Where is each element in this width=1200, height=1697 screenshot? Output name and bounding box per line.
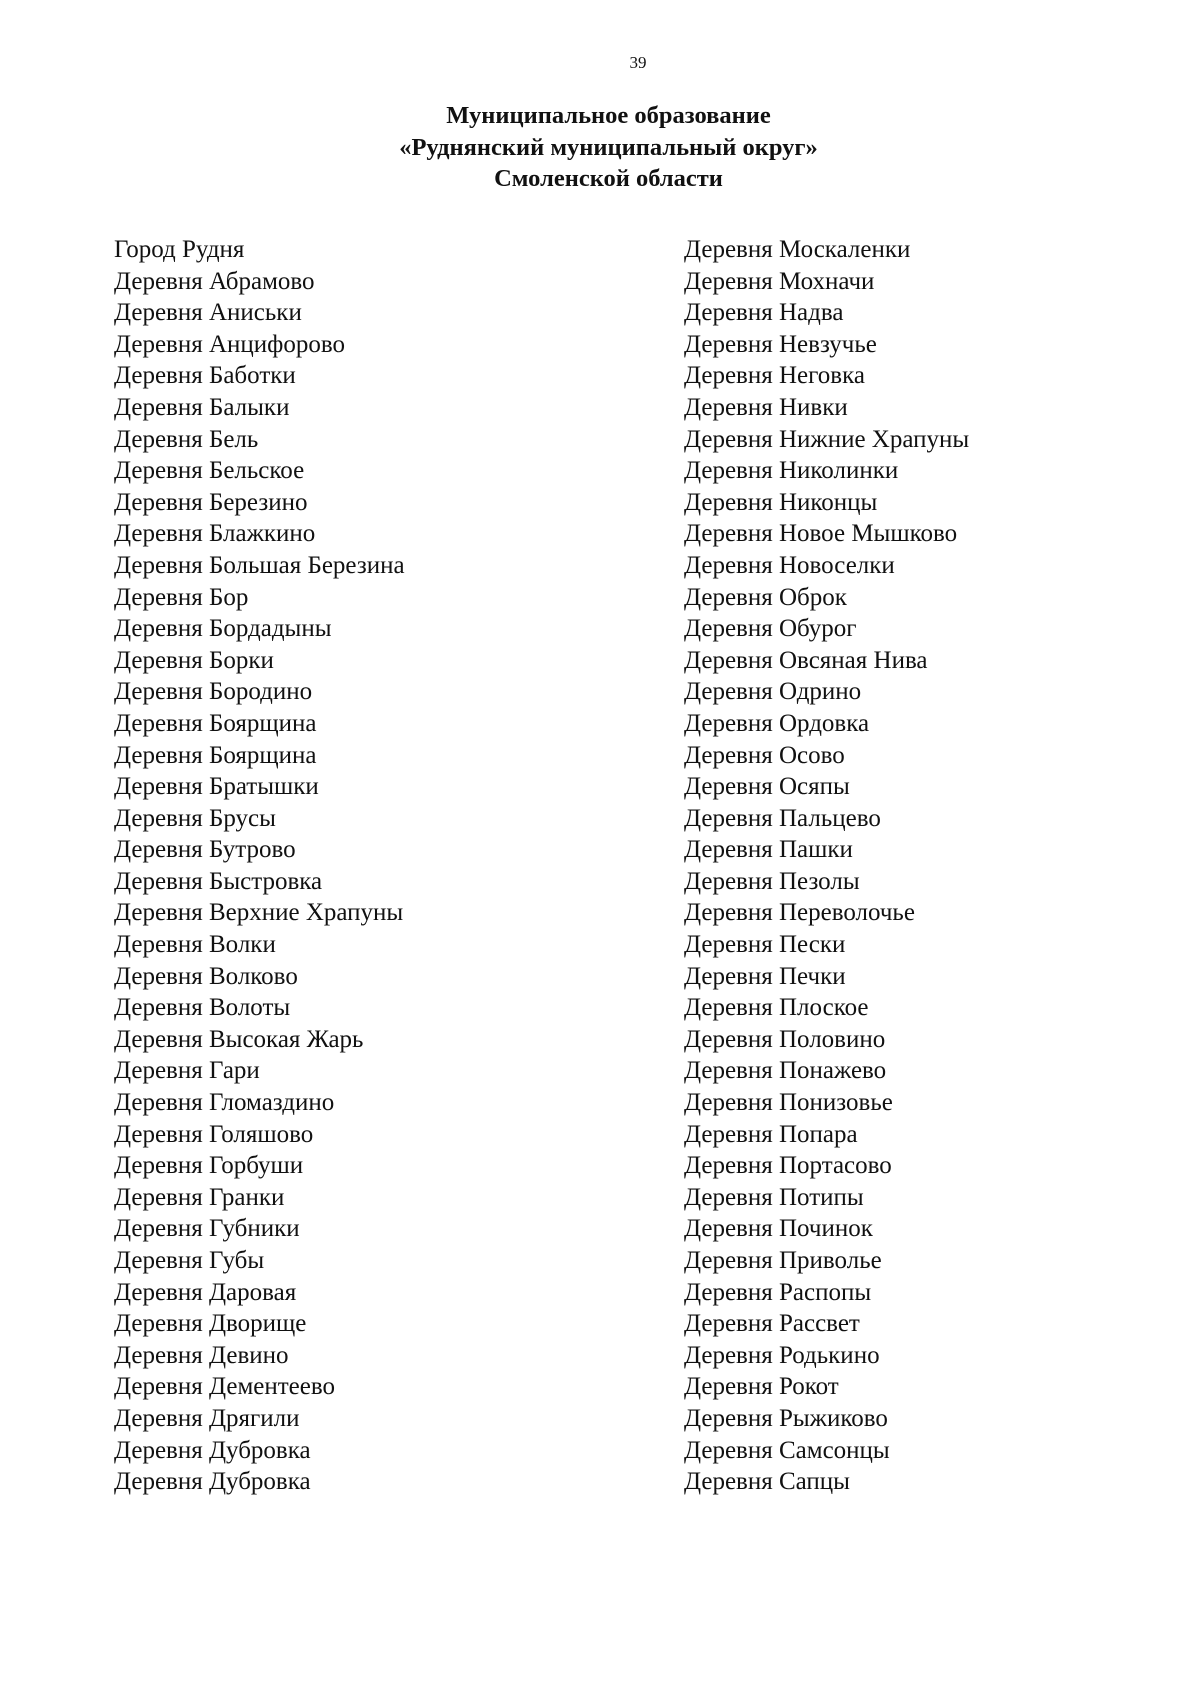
settlement-entry: Деревня Бель <box>114 425 259 453</box>
settlement-entry: Деревня Бельское <box>114 457 305 485</box>
settlement-entry: Деревня Высокая Жарь <box>114 1025 364 1053</box>
settlement-entry: Деревня Блажкино <box>114 520 316 548</box>
settlement-entry: Деревня Бор <box>114 583 249 611</box>
settlement-entry: Деревня Половино <box>684 1025 886 1053</box>
settlement-entry: Деревня Даровая <box>114 1278 297 1306</box>
settlement-entry: Деревня Дрягили <box>114 1404 300 1432</box>
settlement-entry: Деревня Николинки <box>684 457 899 485</box>
settlement-entry: Деревня Пальцево <box>684 804 881 832</box>
settlement-entry: Деревня Губники <box>114 1215 300 1243</box>
settlement-list-right-column <box>684 234 1184 1498</box>
settlement-entry: Деревня Невзучье <box>684 330 877 358</box>
settlement-entry: Деревня Осяпы <box>684 773 850 801</box>
settlement-entry: Деревня Горбуши <box>114 1152 304 1180</box>
settlement-entry: Деревня Гари <box>114 1057 260 1085</box>
settlement-entry: Деревня Дворище <box>114 1310 307 1338</box>
settlement-entry: Деревня Волоты <box>114 994 291 1022</box>
settlement-entry: Деревня Никонцы <box>684 488 878 516</box>
settlement-entry: Деревня Неговка <box>684 362 865 390</box>
heading-line-1: Муниципальное образование <box>446 102 771 129</box>
settlement-entry: Деревня Рокот <box>684 1373 839 1401</box>
page-number: 39 <box>629 53 647 72</box>
settlement-entry: Деревня Девино <box>114 1341 289 1369</box>
settlement-entry: Деревня Обурог <box>684 615 857 643</box>
settlement-entry: Деревня Родькино <box>684 1341 880 1369</box>
settlement-entry: Деревня Бордадыны <box>114 615 332 643</box>
settlement-entry: Деревня Пески <box>684 931 846 959</box>
heading-line-3: Смоленской области <box>494 165 723 192</box>
settlement-entry: Деревня Абрамово <box>114 267 315 295</box>
settlement-entry: Деревня Москаленки <box>684 236 911 263</box>
settlement-entry: Деревня Понажево <box>684 1057 887 1085</box>
settlement-entry: Деревня Нивки <box>684 393 848 421</box>
settlement-entry: Деревня Волково <box>114 962 298 990</box>
settlement-entry: Деревня Пезолы <box>684 867 860 895</box>
settlement-entry: Деревня Одрино <box>684 678 862 706</box>
settlement-entry: Город Рудня <box>114 236 245 263</box>
settlement-entry: Деревня Осово <box>684 741 845 769</box>
settlement-entry: Деревня Пашки <box>684 836 853 864</box>
settlement-entry: Деревня Починок <box>684 1215 873 1243</box>
settlement-entry: Деревня Аниськи <box>114 299 302 327</box>
settlement-entry: Деревня Потипы <box>684 1183 864 1211</box>
settlement-entry: Деревня Печки <box>684 962 846 990</box>
settlement-entry: Деревня Верхние Храпуны <box>114 899 404 927</box>
settlement-entry: Деревня Оброк <box>684 583 847 611</box>
document-heading <box>0 100 1200 195</box>
settlement-entry: Деревня Баботки <box>114 362 296 390</box>
settlement-entry: Деревня Голяшово <box>114 1120 314 1148</box>
settlement-entry: Деревня Дубровка <box>114 1468 311 1496</box>
settlement-entry: Деревня Распопы <box>684 1278 872 1306</box>
settlement-entry: Деревня Сапцы <box>684 1468 850 1496</box>
settlement-entry: Деревня Новоселки <box>684 551 895 579</box>
heading-line-2: «Руднянский муниципальный округ» <box>399 133 818 161</box>
settlement-entry: Деревня Брусы <box>114 804 276 832</box>
settlement-entry: Деревня Борки <box>114 646 274 674</box>
settlement-entry: Деревня Понизовье <box>684 1089 893 1117</box>
settlement-entry: Деревня Боярщина <box>114 741 317 769</box>
settlement-entry: Деревня Ордовка <box>684 709 870 737</box>
settlement-entry: Деревня Переволочье <box>684 899 915 927</box>
settlement-entry: Деревня Быстровка <box>114 867 323 895</box>
settlement-entry: Деревня Балыки <box>114 393 290 421</box>
settlement-list-left-column <box>114 234 674 1498</box>
settlement-entry: Деревня Гранки <box>114 1183 285 1211</box>
settlement-entry: Деревня Надва <box>684 299 844 327</box>
settlement-entry: Деревня Губы <box>114 1247 265 1274</box>
settlement-entry: Деревня Гломаздино <box>114 1089 335 1117</box>
settlement-entry: Деревня Боярщина <box>114 709 317 737</box>
settlement-entry: Деревня Портасово <box>684 1152 892 1180</box>
settlement-entry: Деревня Нижние Храпуны <box>684 425 970 453</box>
settlement-entry: Деревня Дубровка <box>114 1436 311 1464</box>
settlement-entry: Деревня Рассвет <box>684 1310 860 1338</box>
settlement-entry: Деревня Самсонцы <box>684 1436 890 1464</box>
settlement-entry: Деревня Березино <box>114 488 308 516</box>
settlement-entry: Деревня Анцифорово <box>114 330 346 358</box>
settlement-entry: Деревня Бутрово <box>114 836 296 864</box>
settlement-entry: Деревня Дементеево <box>114 1373 335 1401</box>
settlement-entry: Деревня Бородино <box>114 678 313 706</box>
settlement-entry: Деревня Волки <box>114 931 276 959</box>
settlement-entry: Деревня Плоское <box>684 994 869 1022</box>
settlement-entry: Деревня Мохначи <box>684 267 875 295</box>
settlement-entry: Деревня Новое Мышково <box>684 520 958 548</box>
settlement-entry: Деревня Приволье <box>684 1247 882 1274</box>
settlement-entry: Деревня Большая Березина <box>114 551 405 579</box>
settlement-entry: Деревня Попара <box>684 1120 858 1148</box>
settlement-entry: Деревня Братышки <box>114 773 319 801</box>
settlement-entry: Деревня Овсяная Нива <box>684 646 928 674</box>
settlement-entry: Деревня Рыжиково <box>684 1404 888 1432</box>
